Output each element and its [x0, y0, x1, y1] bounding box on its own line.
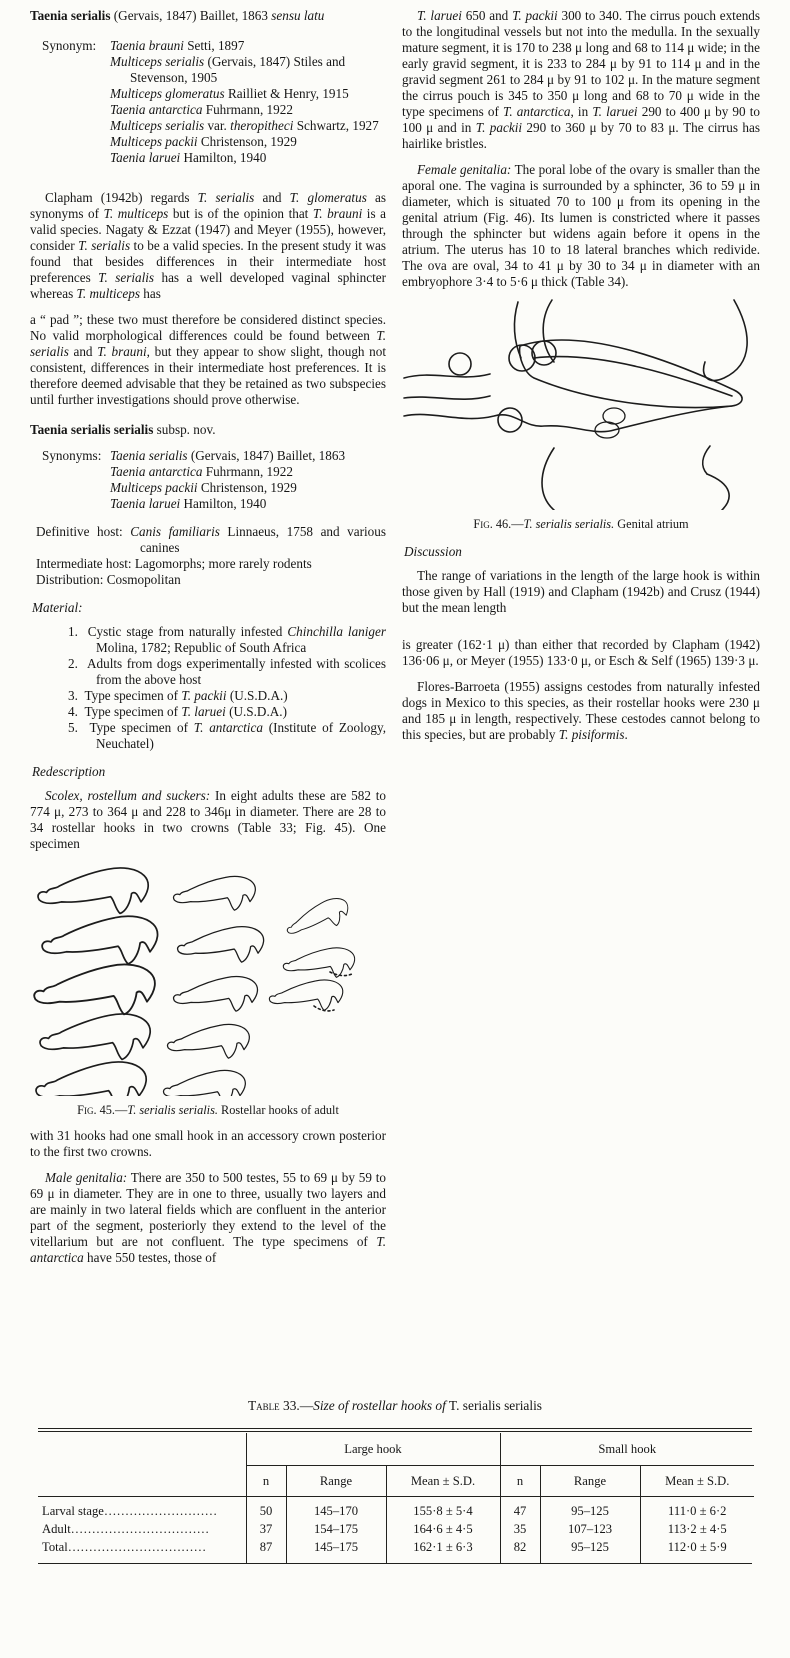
cell: 87	[246, 1538, 286, 1563]
list-line: Taenia laruei Hamilton, 1940	[110, 496, 267, 511]
list-line: Taenia laruei Hamilton, 1940	[110, 150, 267, 165]
col-header-mean-large: Mean ± S.D.	[386, 1466, 500, 1497]
figure-46	[402, 298, 760, 510]
spacer	[30, 178, 386, 190]
material-list	[30, 624, 386, 752]
stub-subheader	[38, 1466, 246, 1497]
cell: 95–125	[540, 1497, 640, 1521]
paragraph-clapham: Clapham (1942b) regards T. serialis and T. glomeratus as synonyms of T. multiceps but is of the opinion that T. brauni is a valid species. Nagaty & Ezzat (1947) and Meyer (1955), however, consider T. serialis to be a valid species. In the present study it was found that besides differences in their intermediate host preferences T. serialis has a well developed vaginal sphincter whereas T. multiceps has	[30, 190, 386, 301]
table-row-larval	[38, 1497, 754, 1521]
definitive-host-line: Definitive host: Canis familiaris Linnaeus, 1758 and various canines	[36, 524, 386, 555]
cell: 107–123	[540, 1520, 640, 1538]
list-line: Multiceps packii Christenson, 1929	[110, 480, 297, 495]
list-line: Taenia antarctica Fuhrmann, 1922	[110, 102, 293, 117]
list-line: Taenia brauni Setti, 1897	[110, 38, 245, 53]
group-header-large-hook: Large hook	[246, 1433, 500, 1466]
paragraph-flores: Flores-Barroeta (1955) assigns cestodes from naturally infested dogs in Mexico to this species, as their rostellar hooks were 230 μ and 185 μ in length, respectively. These cestodes cannot belong to this species, but are probably T. pisiformis.	[402, 679, 760, 742]
figure-45-caption: Fig. 45.—T. serialis serialis. Rostellar hooks of adult	[77, 1103, 339, 1117]
table-row-adult	[38, 1520, 754, 1538]
table-33-section	[0, 1398, 790, 1564]
paragraph-pad: a “ pad ”; these two must therefore be considered distinct species. No valid morphological differences could be found between T. serialis and T. brauni, but they appear to show slight, though not consistent, differences in their intermediate host preferences. It is therefore deemed advisable that they be retained as two subspecies until further investigations should prove otherwise.	[30, 312, 387, 407]
cell: 154–175	[286, 1520, 386, 1538]
paragraph-cirrus: T. laruei 650 and T. packii 300 to 340. The cirrus pouch extends to the longitudinal vessels but not into the medulla. In the sexually mature segment, it is 170 to 238 μ long and 68 to 114 μ wide; in the early gravid segment, it is 233 to 284 μ by 91 to 114 μ and in the gravid segment 261 to 284 μ by 91 to 102 μ. In the mature segment the cirrus pouch is 345 to 350 μ long and 68 to 70 μ wide in the type specimens of T. antarctica, in T. laruei 290 to 400 μ by 90 to 100 μ and in T. packii 290 to 360 μ by 70 to 83 μ. The cirrus has hairlike bristles.	[402, 8, 761, 151]
row-label: Adult……………………………	[42, 1522, 210, 1536]
paragraph-range: The range of variations in the length of the large hook is within those given by Hall (1919) and Clapham (1942b) and Crusz (1944) but the mean length	[402, 568, 760, 615]
figure-45	[30, 860, 386, 1096]
col-header-range-large: Range	[286, 1466, 386, 1497]
right-column	[402, 8, 760, 746]
list-line: 1. Cystic stage from naturally infested Chinchilla laniger Molina, 1782; Republic of South Africa	[68, 624, 386, 655]
spacer	[402, 672, 760, 679]
col-header-n-large: n	[246, 1466, 286, 1497]
cell: 162·1 ± 6·3	[386, 1538, 500, 1563]
cell: 95–125	[540, 1538, 640, 1563]
col-header-mean-small: Mean ± S.D.	[640, 1466, 754, 1497]
list-line: 4. Type specimen of T. laruei (U.S.D.A.)	[68, 704, 287, 719]
list-line: 2. Adults from dogs experimentally infested with scolices from the above host	[68, 656, 386, 687]
subspecies-heading: Taenia serialis serialis subsp. nov.	[30, 422, 216, 437]
spacer	[402, 155, 760, 162]
table-33-frame	[38, 1428, 752, 1564]
discussion-heading: Discussion	[404, 544, 462, 559]
paragraph-male-genitalia: Male genitalia: There are 350 to 500 testes, 55 to 69 μ by 59 to 69 μ in diameter. They are in one to three, usually two layers and are mainly in two lateral fields which are confluent in the anterior part of the segment, posteriorly they extend to the level of the vitellarium but are not confluent. The type specimens of T. antarctica have 550 testes, those of	[30, 1170, 387, 1265]
list-line: Multiceps packii Christenson, 1929	[110, 134, 297, 149]
list-line: Multiceps glomeratus Railliet & Henry, 1915	[110, 86, 349, 101]
synonyms2-block	[30, 448, 386, 512]
spacer	[402, 619, 760, 637]
cell: 50	[246, 1497, 286, 1521]
synonyms2-list	[110, 448, 386, 512]
paragraph-greater: is greater (162·1 μ) than either that recorded by Clapham (1942) 136·06 μ, or Meyer (1955) 133·0 μ, or Esch & Self (1965) 139·3 μ.	[402, 637, 760, 668]
stub-header	[38, 1433, 246, 1466]
rostellar-hooks-drawing	[30, 860, 380, 1096]
synonym-label: Synonym:	[42, 38, 97, 53]
list-line: Multiceps serialis var. theropitheci Schwartz, 1927	[110, 118, 379, 133]
group-header-small-hook: Small hook	[500, 1433, 754, 1466]
cell: 82	[500, 1538, 540, 1563]
list-line: 5. Type specimen of T. antarctica (Institute of Zoology, Neuchatel)	[68, 720, 386, 751]
cell: 47	[500, 1497, 540, 1521]
table-33-title: Table 33.—Size of rostellar hooks of T. serialis serialis	[247, 1398, 543, 1413]
material-heading: Material:	[32, 600, 83, 615]
list-line: Multiceps serialis (Gervais, 1847) Stiles and Stevenson, 1905	[110, 54, 346, 85]
col-header-range-small: Range	[540, 1466, 640, 1497]
row-label: Total……………………………	[42, 1540, 207, 1554]
cell: 164·6 ± 4·5	[386, 1520, 500, 1538]
cell: 155·8 ± 5·4	[386, 1497, 500, 1521]
redescription-heading: Redescription	[32, 764, 106, 779]
intermediate-host-line: Intermediate host: Lagomorphs; more rarely rodents	[36, 556, 312, 571]
cell: 111·0 ± 6·2	[640, 1497, 754, 1521]
list-line: Taenia antarctica Fuhrmann, 1922	[110, 464, 293, 479]
paragraph-female-genitalia: Female genitalia: The poral lobe of the ovary is smaller than the aporal one. The vagina is surrounded by a sphincter, 36 to 59 μ in diameter, which is situated 70 to 100 μ from its opening in the genital atrium (Fig. 46). Its lumen is constricted where it passes through the sphincter but widens again before it opens in the atrium. The uterus has 10 to 18 lateral branches which redivide. The ova are oval, 34 to 41 μ by 30 to 34 μ in diameter with an embryophore 3·4 to 5·6 μ thick (Table 34).	[402, 162, 760, 289]
left-column	[30, 8, 386, 1269]
spacer	[30, 305, 386, 312]
cell: 145–175	[286, 1538, 386, 1563]
cell: 145–170	[286, 1497, 386, 1521]
paragraph-scolex: Scolex, rostellum and suckers: In eight adults these are 582 to 774 μ, 273 to 364 μ and 228 to 346μ in diameter. There are 28 to 34 rostellar hooks in two crowns (Table 33; Fig. 45). One specimen	[30, 788, 386, 851]
row-label: Larval stage………………………	[42, 1504, 218, 1518]
table-33	[38, 1433, 754, 1563]
distribution-line: Distribution: Cosmopolitan	[36, 572, 181, 587]
synonym-list	[110, 38, 386, 166]
cell: 35	[500, 1520, 540, 1538]
list-line: Taenia serialis (Gervais, 1847) Baillet, 1863	[110, 448, 346, 463]
cell: 113·2 ± 4·5	[640, 1520, 754, 1538]
cell: 112·0 ± 5·9	[640, 1538, 754, 1563]
genital-atrium-drawing	[402, 298, 760, 510]
cell: 37	[246, 1520, 286, 1538]
spacer	[30, 1163, 386, 1170]
synonym-block	[30, 38, 386, 166]
table-row-total	[38, 1538, 754, 1563]
figure-46-caption: Fig. 46.—T. serialis serialis. Genital atrium	[473, 517, 689, 531]
synonyms2-label: Synonyms:	[42, 448, 102, 463]
paragraph-hooks: with 31 hooks had one small hook in an accessory crown posterior to the first two crowns.	[30, 1128, 386, 1159]
col-header-n-small: n	[500, 1466, 540, 1497]
species-title: Taenia serialis (Gervais, 1847) Baillet, 1863 sensu latu	[30, 8, 325, 23]
list-line: 3. Type specimen of T. packii (U.S.D.A.)	[68, 688, 288, 703]
